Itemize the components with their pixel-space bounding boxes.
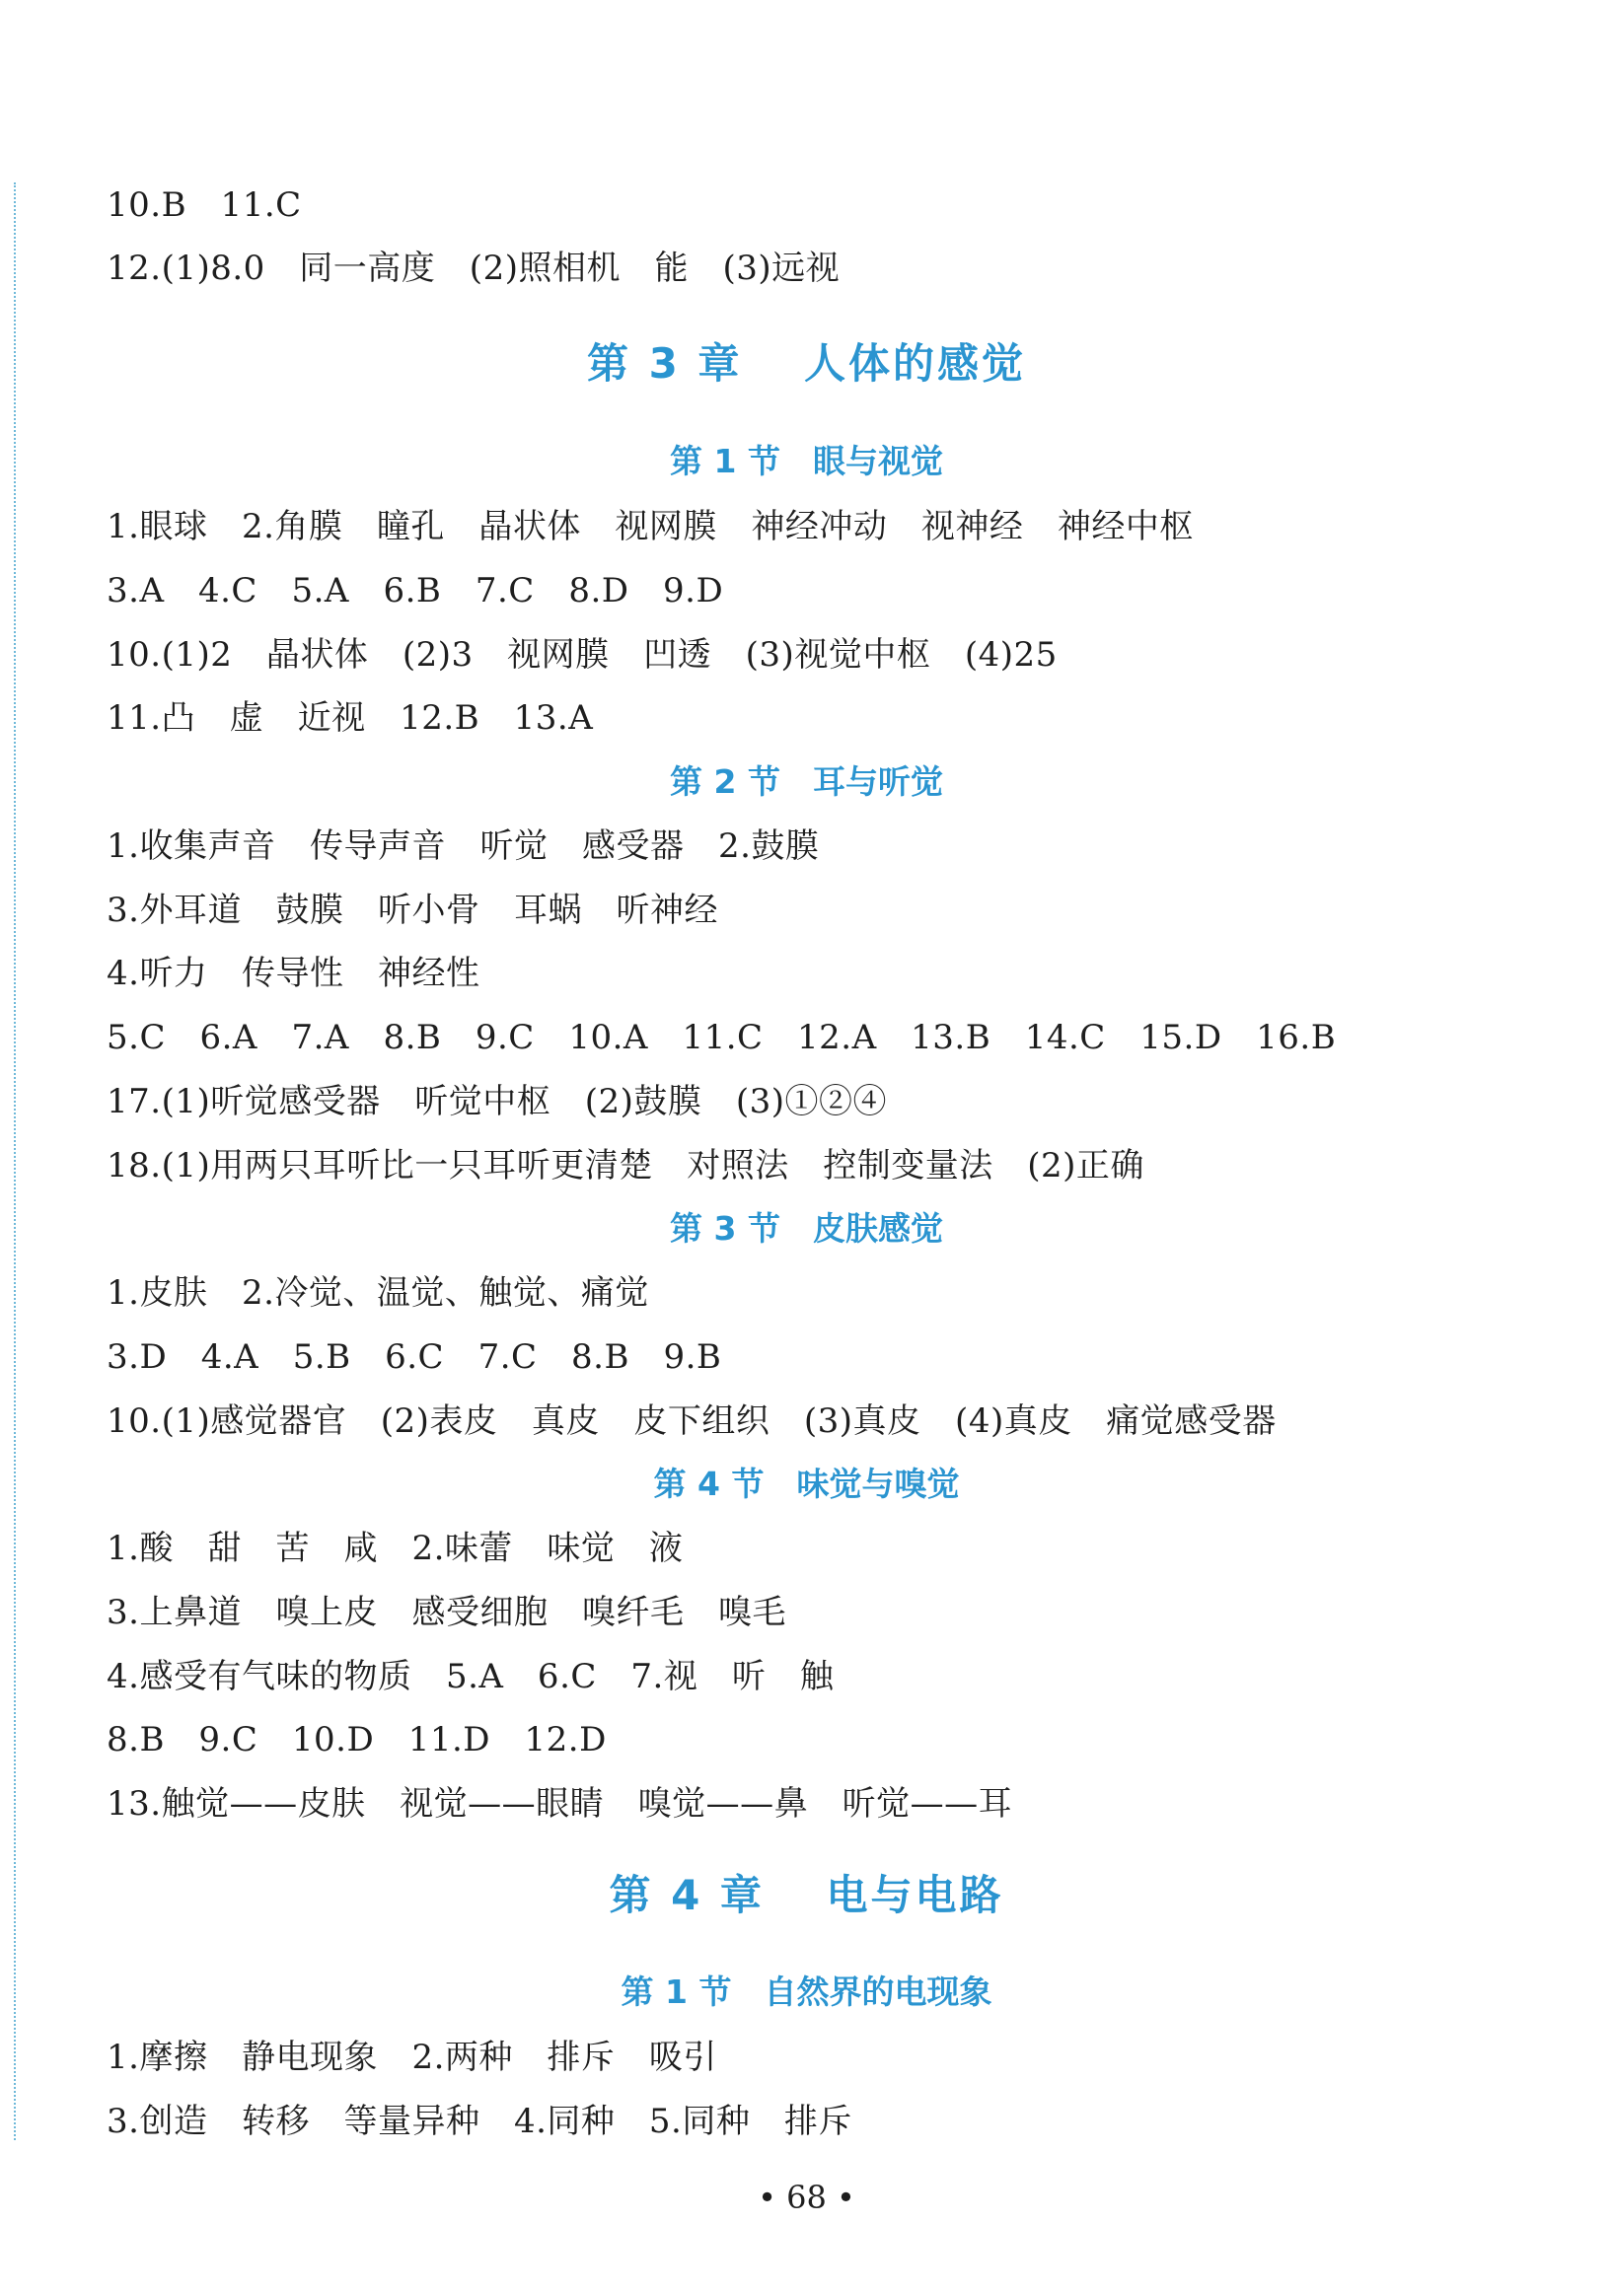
answer-line: 8.B 9.C 10.D 11.D 12.D xyxy=(107,1720,607,1759)
chapter-title: 第 4 章 电与电路 xyxy=(609,1871,1004,1919)
section-title: 第 2 节 耳与听觉 xyxy=(670,762,943,801)
page-number: • 68 • xyxy=(758,2179,855,2216)
answer-line: 17.(1)听觉感受器 听觉中枢 (2)鼓膜 (3)①②④ xyxy=(107,1082,888,1121)
section-title: 第 1 节 自然界的电现象 xyxy=(621,1973,992,2011)
answer-line: 4.听力 传导性 神经性 xyxy=(107,954,480,993)
answer-line: 10.(1)2 晶状体 (2)3 视网膜 凹透 (3)视觉中枢 (4)25 xyxy=(107,635,1058,675)
section-title: 第 4 节 味觉与嗅觉 xyxy=(653,1465,960,1503)
answer-line: 13.触觉——皮肤 视觉——眼睛 嗅觉——鼻 听觉——耳 xyxy=(107,1784,1013,1824)
answer-line: 1.收集声音 传导声音 听觉 感受器 2.鼓膜 xyxy=(107,826,820,866)
answer-line: 3.外耳道 鼓膜 听小骨 耳蜗 听神经 xyxy=(107,891,718,930)
answer-line: 5.C 6.A 7.A 8.B 9.C 10.A 11.C 12.A 13.B 14.C 15.D 16.B xyxy=(107,1018,1337,1057)
section-title: 第 1 节 眼与视觉 xyxy=(670,442,943,480)
answer-line: 3.A 4.C 5.A 6.B 7.C 8.D 9.D xyxy=(107,571,724,610)
answer-line: 12.(1)8.0 同一高度 (2)照相机 能 (3)远视 xyxy=(107,249,841,288)
answer-line: 3.创造 转移 等量异种 4.同种 5.同种 排斥 xyxy=(107,2102,852,2141)
answer-line: 4.感受有气味的物质 5.A 6.C 7.视 听 触 xyxy=(107,1657,835,1696)
answer-line: 18.(1)用两只耳听比一只耳听更清楚 对照法 控制变量法 (2)正确 xyxy=(107,1146,1144,1185)
answer-line: 3.D 4.A 5.B 6.C 7.C 8.B 9.B xyxy=(107,1337,722,1377)
answer-line: 1.眼球 2.角膜 瞳孔 晶状体 视网膜 神经冲动 视神经 神经中枢 xyxy=(107,507,1194,546)
answer-line: 3.上鼻道 嗅上皮 感受细胞 嗅纤毛 嗅毛 xyxy=(107,1593,786,1632)
chapter-title: 第 3 章 人体的感觉 xyxy=(586,339,1027,388)
answer-line: 1.皮肤 2.冷觉、温觉、触觉、痛觉 xyxy=(107,1273,649,1313)
answer-line: 10.(1)感觉器官 (2)表皮 真皮 皮下组织 (3)真皮 (4)真皮 痛觉感受器 xyxy=(107,1401,1277,1441)
section-title: 第 3 节 皮肤感觉 xyxy=(670,1209,943,1248)
answer-line: 1.酸 甜 苦 咸 2.味蕾 味觉 液 xyxy=(107,1529,684,1568)
answer-line: 1.摩擦 静电现象 2.两种 排斥 吸引 xyxy=(107,2038,717,2077)
answer-line: 10.B 11.C xyxy=(107,185,302,225)
answer-line: 11.凸 虚 近视 12.B 13.A xyxy=(107,698,594,738)
